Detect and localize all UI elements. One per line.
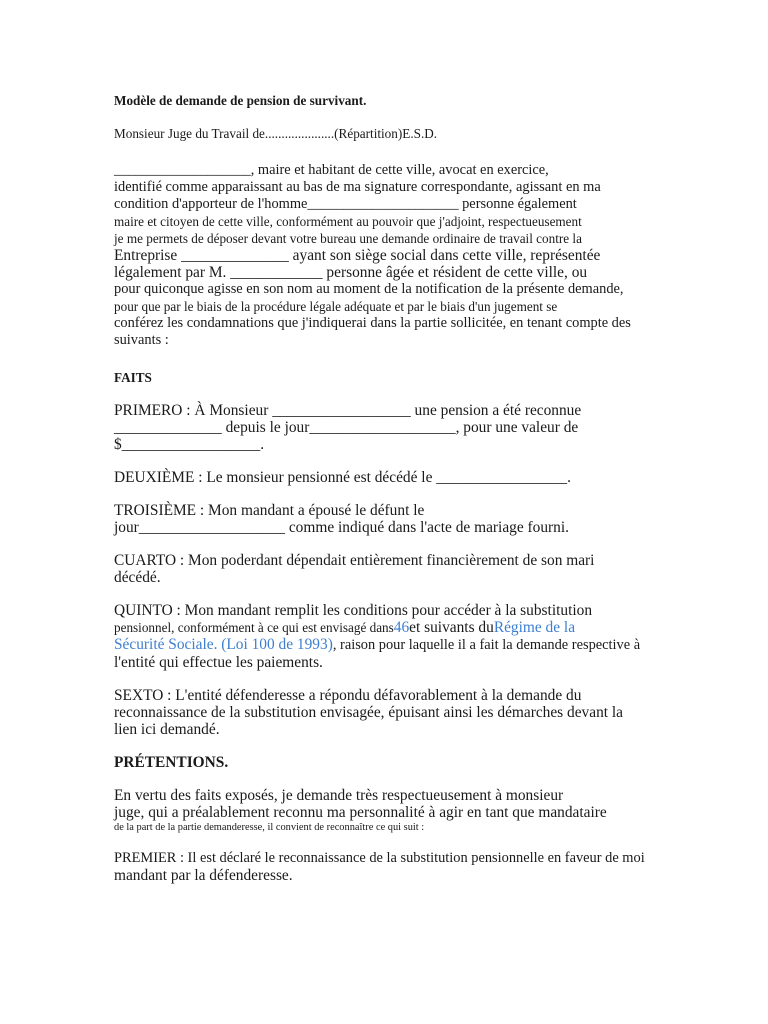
intro-line: conférez les condamnations que j'indiquerai dans la partie sollicitée, en tenant compte des [114, 315, 631, 331]
fact-primero [114, 402, 659, 453]
fact-text: , raison pour laquelle il a fait la demande respective à [332, 637, 641, 653]
fact-text: pensionnel, conformément à ce qui est envisagé dans [114, 620, 394, 635]
claims-intro [114, 787, 659, 834]
intro-paragraph [114, 162, 659, 349]
fact-line [114, 636, 659, 654]
addressee-line: Monsieur Juge du Travail de.....................(Répartition)E.S.D. [114, 126, 438, 141]
fact-line: lien ici demandé. [114, 721, 220, 738]
fact-text: et suivants du [409, 619, 494, 636]
claim-line: PREMIER : Il est déclaré le reconnaissance de la substitution pensionnelle en faveur de moi [114, 850, 645, 866]
fact-line: PRIMERO : À Monsieur __________________ une pension a été reconnue [114, 402, 582, 419]
fact-line: décédé. [114, 569, 161, 586]
intro-line: suivants : [114, 332, 169, 348]
fact-line: jour___________________ comme indiqué dans l'acte de mariage fourni. [114, 519, 569, 536]
fact-troisieme [114, 502, 659, 536]
claims-line: En vertu des faits exposés, je demande très respectueusement à monsieur [114, 787, 564, 804]
intro-line: identifié comme apparaissant au bas de ma signature correspondante, agissant en ma [114, 179, 601, 195]
intro-line: pour quiconque agisse en son nom au moment de la notification de la présente demande, [114, 281, 624, 297]
intro-line: pour que par le biais de la procédure légale adéquate et par le biais d'un jugement se [114, 299, 558, 314]
fact-line: QUINTO : Mon mandant remplit les conditions pour accéder à la substitution [114, 602, 593, 619]
claims-line: juge, qui a préalablement reconnu ma personnalité à agir en tant que mandataire [114, 804, 607, 821]
fact-deuxieme: DEUXIÈME : Le monsieur pensionné est décédé le _________________. [114, 469, 571, 486]
intro-line: Entreprise ______________ ayant son siège social dans cette ville, représentée [114, 247, 601, 264]
intro-line: je me permets de déposer devant votre bureau une demande ordinaire de travail contre la [114, 231, 582, 246]
intro-line: légalement par M. ____________ personne âgée et résident de cette ville, ou [114, 264, 588, 281]
fact-line: SEXTO : L'entité défenderesse a répondu défavorablement à la demande du [114, 687, 582, 704]
intro-line: condition d'apporteur de l'homme_____________________ personne également [114, 196, 577, 212]
claim-line: mandant par la défenderesse. [114, 867, 293, 884]
article-link[interactable]: 46 [393, 619, 410, 636]
intro-line: maire et citoyen de cette ville, conformément au pouvoir que j'adjoint, respectueusement [114, 214, 582, 229]
claim-premier [114, 850, 659, 884]
intro-line: ___________________, maire et habitant de cette ville, avocat en exercice, [114, 162, 549, 178]
document-title: Modèle de demande de pension de survivant. [114, 93, 367, 108]
fact-line: CUARTO : Mon poderdant dépendait entièrement financièrement de son mari [114, 552, 595, 569]
fact-cuarto [114, 552, 659, 586]
fact-line: l'entité qui effectue les paiements. [114, 654, 323, 671]
fact-quinto [114, 602, 659, 671]
fact-line: TROISIÈME : Mon mandant a épousé le défunt le [114, 502, 425, 519]
facts-heading: FAITS [114, 370, 152, 385]
fact-sexto [114, 687, 659, 738]
regime-link-continued[interactable]: Sécurité Sociale. (Loi 100 de 1993) [114, 636, 333, 653]
regime-link[interactable]: Régime de la [493, 619, 576, 636]
fact-line: ______________ depuis le jour___________________, pour une valeur de [114, 419, 579, 436]
fact-line: $__________________. [114, 436, 265, 453]
claims-heading: PRÉTENTIONS. [114, 754, 229, 771]
fact-line: reconnaissance de la substitution envisagée, épuisant ainsi les démarches devant la [114, 704, 624, 721]
fact-line [114, 619, 659, 636]
document-body [114, 92, 659, 884]
claims-line: de la part de la partie demanderesse, il convient de reconnaître ce qui suit : [114, 822, 425, 833]
